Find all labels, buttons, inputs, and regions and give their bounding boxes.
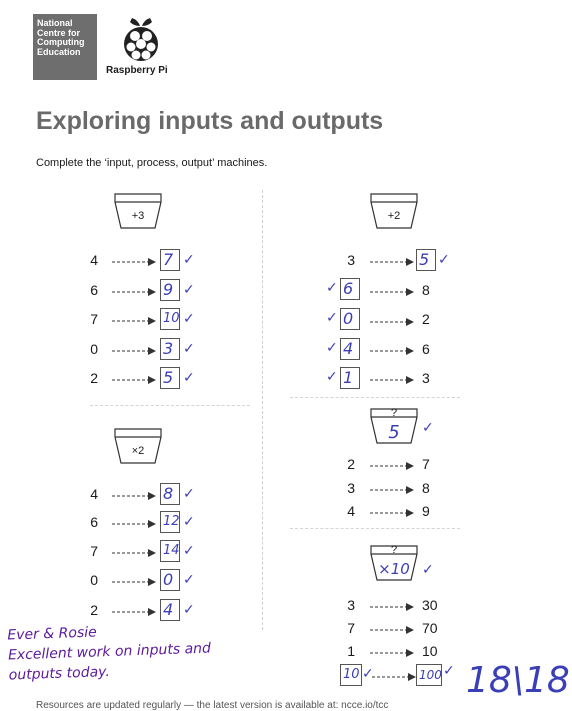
tick-icon: ✓ [183,370,195,386]
arrow-icon [370,254,414,272]
handwritten-answer: 5 [163,368,174,387]
answer-box[interactable] [416,664,442,686]
logo-line: Computing [37,37,85,47]
handwritten-answer: ×10 [378,560,410,578]
ncce-logo [33,14,97,80]
tick-icon: ✓ [183,311,195,327]
handwritten-answer: 5 [419,250,430,269]
input-number: 7 [90,311,98,327]
answer-box[interactable] [160,599,180,621]
tick-icon: ✓ [326,340,338,356]
machine-plus-3 [114,193,162,229]
logo-line: National [37,18,73,28]
answer-box[interactable] [340,664,362,686]
machine-operation: +3 [131,210,145,222]
answer-box[interactable] [160,540,180,562]
input-number: 3 [347,252,355,268]
tick-icon: ✓ [422,562,434,578]
arrow-icon [112,488,156,506]
input-number: 2 [90,370,98,386]
arrow-icon [372,669,416,687]
section-divider [90,405,250,406]
tick-icon: ✓ [326,310,338,326]
answer-box[interactable] [160,249,180,271]
answer-box[interactable] [340,278,360,300]
handwritten-answer: 4 [343,339,354,358]
score: 18\18 [466,660,570,701]
input-number: 2 [347,456,355,472]
comment-line: outputs today. [8,664,111,684]
tick-icon: ✓ [183,282,195,298]
raspberry-pi-name: Raspberry Pi [106,65,168,76]
input-number: 2 [90,602,98,618]
output-number: 30 [422,597,438,613]
handwritten-answer: 4 [163,600,174,619]
output-number: 2 [422,311,430,327]
output-number: 70 [422,620,438,636]
answer-box[interactable] [160,338,180,360]
tick-icon: ✓ [438,252,450,268]
answer-box[interactable] [340,308,360,330]
tick-icon: ✓ [183,341,195,357]
input-number: 7 [347,620,355,636]
arrow-icon [112,284,156,302]
handwritten-answer: 7 [163,250,174,269]
tick-icon: ✓ [326,280,338,296]
handwritten-answer: 10 [343,667,360,682]
machine-unknown [370,408,418,444]
input-number: 4 [90,252,98,268]
handwritten-answer: 0 [163,570,174,589]
arrow-icon [112,343,156,361]
input-number: 7 [90,543,98,559]
arrow-icon [112,604,156,622]
arrow-icon [370,284,414,302]
handwritten-answer: 9 [163,280,174,299]
arrow-icon [370,505,414,523]
machine-unknown [370,545,418,581]
arrow-icon [112,516,156,534]
arrow-icon [370,622,414,640]
tick-icon: ✓ [183,486,195,502]
logo-line: Education [37,46,81,57]
handwritten-answer: 5 [388,422,400,443]
arrow-icon [370,482,414,500]
answer-box[interactable] [160,367,180,389]
input-number: 0 [90,572,98,588]
handwritten-answer: 8 [163,484,174,503]
machine-plus-2 [370,193,418,229]
output-number: 9 [422,503,430,519]
input-number: 3 [347,597,355,613]
tick-icon: ✓ [326,369,338,385]
tick-icon: ✓ [183,572,195,588]
handwritten-answer: 1 [343,368,354,387]
input-number: 4 [347,503,355,519]
tick-icon: ✓ [183,543,195,559]
handwritten-answer: 3 [163,339,174,358]
input-number: 4 [90,486,98,502]
input-number: 0 [90,341,98,357]
tick-icon: ✓ [183,602,195,618]
arrow-icon [112,574,156,592]
answer-box[interactable] [340,367,360,389]
tick-icon: ✓ [183,514,195,530]
section-divider [290,397,460,398]
handwritten-answer: 6 [343,279,354,298]
arrow-icon [112,254,156,272]
handwritten-answer: 0 [343,309,354,328]
machine-times-2 [114,428,162,464]
output-number: 3 [422,370,430,386]
comment-line: Excellent work on inputs and [7,640,212,664]
answer-box[interactable] [160,511,180,533]
input-number: 6 [90,282,98,298]
section-divider [290,528,460,529]
machine-operation: ? [390,544,398,556]
machine-operation: ×2 [131,445,145,457]
tick-icon: ✓ [422,420,434,436]
answer-box[interactable] [160,279,180,301]
input-number: 1 [347,643,355,659]
tick-icon: ✓ [443,663,455,679]
tick-icon: ✓ [362,666,374,682]
output-number: 7 [422,456,430,472]
column-divider [262,190,263,630]
input-number: 6 [90,514,98,530]
arrow-icon [370,314,414,332]
handwritten-answer: 100 [419,668,442,682]
handwritten-answer: 10 [163,311,180,326]
tick-icon: ✓ [183,252,195,268]
answer-box[interactable] [340,338,360,360]
arrow-icon [370,645,414,663]
logo-line: Centre for [37,27,81,38]
arrow-icon [370,458,414,476]
page-title: Exploring inputs and outputs [36,107,384,135]
machine-operation: ? [390,407,398,419]
comment-line: Ever & Rosie [7,624,98,644]
answer-box[interactable] [160,569,180,591]
footer-text: Resources are updated regularly — the latest version is available at: ncce.io/tcc [36,700,389,711]
arrow-icon [370,343,414,361]
arrow-icon [112,545,156,563]
raspberry-pi-icon [118,14,164,64]
teacher-comment [7,618,212,685]
answer-box[interactable] [160,308,180,330]
machine-operation: +2 [387,210,401,222]
input-number: 3 [347,480,355,496]
arrow-icon [370,372,414,390]
answer-box[interactable] [160,483,180,505]
handwritten-answer: 12 [163,514,180,529]
arrow-icon [370,599,414,617]
arrow-icon [112,313,156,331]
handwritten-answer: 14 [163,543,180,558]
output-number: 10 [422,643,438,659]
output-number: 6 [422,341,430,357]
arrow-icon [112,372,156,390]
output-number: 8 [422,282,430,298]
answer-box[interactable] [416,249,436,271]
output-number: 8 [422,480,430,496]
instruction-text: Complete the ‘input, process, output’ machines. [36,157,268,169]
